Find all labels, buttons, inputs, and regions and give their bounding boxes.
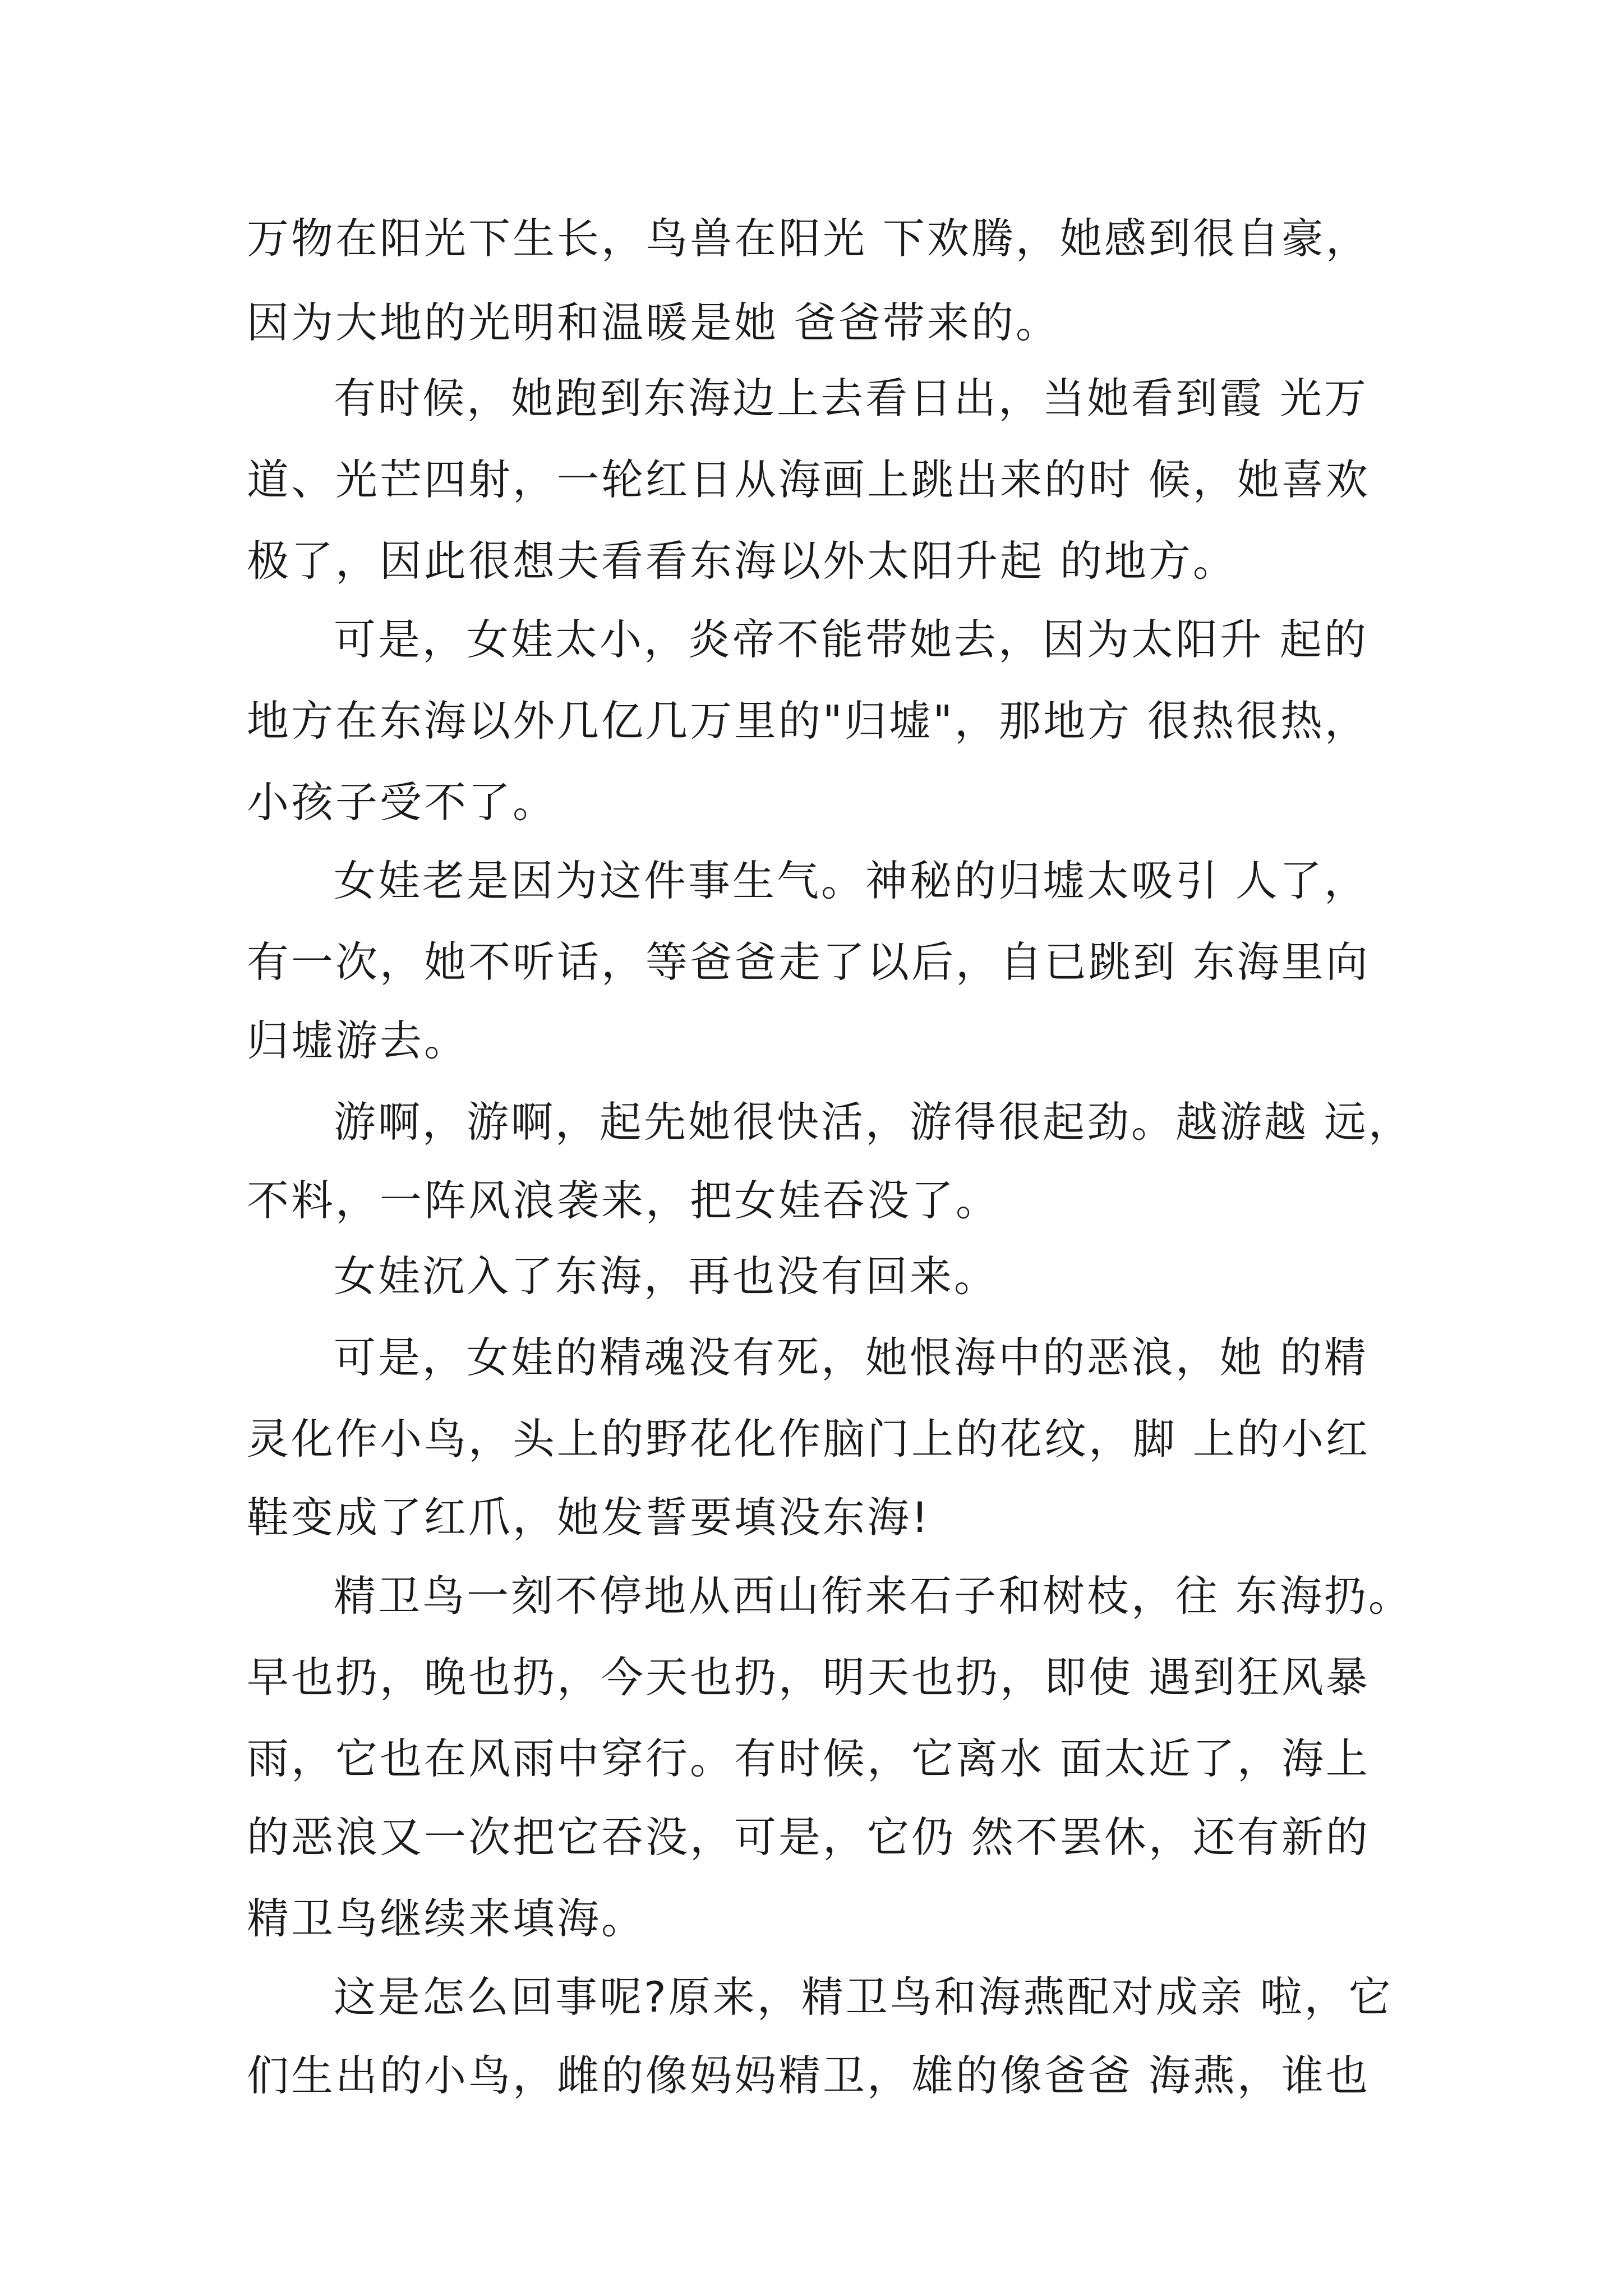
text-line: 精卫鸟一刻不停地从西山衔来石子和树枝，往 东海扔。	[334, 1571, 1413, 1621]
text-line: 鞋变成了红爪，她发誓要填没东海!	[247, 1493, 931, 1542]
text-line: 女娃沉入了东海，再也没有回来。	[334, 1251, 999, 1301]
text-line: 万物在阳光下生长，鸟兽在阳光 下欢腾，她感到很自豪，	[247, 214, 1370, 263]
text-line: 的恶浪又一次把它吞没，可是，它仍 然不罢休，还有新的	[247, 1812, 1370, 1862]
text-line: 早也扔，晚也扔，今天也扔，明天也扔，即使 遇到狂风暴	[247, 1653, 1370, 1702]
text-line: 有时候，她跑到东海边上去看日出，当她看到霞 光万	[334, 374, 1368, 423]
text-line: 雨，它也在风雨中穿行。有时候，它离水 面太近了，海上	[247, 1734, 1370, 1783]
text-line: 可是，女娃太小，炎帝不能带她去，因为太阳升 起的	[334, 615, 1368, 664]
text-line: 小孩子受不了。	[247, 777, 557, 827]
text-line: 因为大地的光明和温暖是她 爸爸带来的。	[247, 298, 1060, 347]
text-line: 灵化作小鸟，头上的野花化作脑门上的花纹，脚 上的小红	[247, 1414, 1370, 1464]
text-line: 们生出的小鸟，雌的像妈妈精卫，雄的像爸爸 海燕，谁也	[247, 2051, 1370, 2100]
text-line: 精卫鸟继续来填海。	[247, 1894, 646, 1943]
text-line: 有一次，她不听话，等爸爸走了以后，自已跳到 东海里向	[247, 937, 1370, 987]
text-line: 道、光芒四射，一轮红日从海画上跳出来的时 候，她喜欢	[247, 455, 1370, 504]
text-line: 游啊，游啊，起先她很快活，游得很起劲。越游越 远，	[334, 1097, 1413, 1147]
text-line: 地方在东海以外几亿几万里的"归墟"，那地方 很热很热，	[247, 696, 1369, 746]
text-line: 不料，一阵风浪袭来，把女娃吞没了。	[247, 1176, 1000, 1225]
text-line: 极了，因此很想夫看看东海以外太阳升起 的地方。	[247, 536, 1237, 586]
text-line: 女娃老是因为这件事生气。神秘的归墟太吸引 人了，	[334, 856, 1368, 905]
text-line: 可是，女娃的精魂没有死，她恨海中的恶浪，她 的精	[334, 1333, 1368, 1382]
text-line: 归墟游去。	[247, 1016, 469, 1065]
text-line: 这是怎么回事呢?原来，精卫鸟和海燕配对成亲 啦，它	[334, 1972, 1393, 2022]
